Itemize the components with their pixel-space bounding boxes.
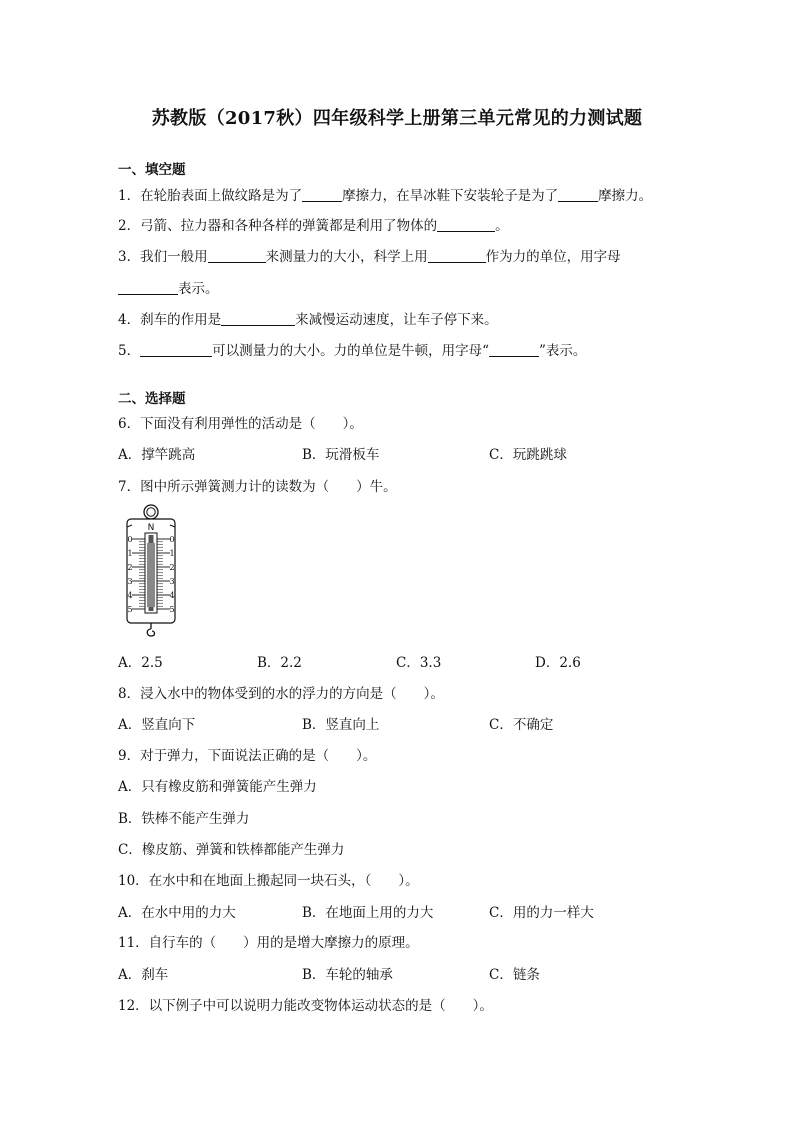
question-text: 在轮胎表面上做纹路是为了	[140, 188, 303, 204]
question-2	[118, 216, 509, 236]
scale-tick-label: 4	[127, 591, 133, 600]
option-c[interactable]: C．用的力一样大	[489, 905, 594, 921]
question-12: 12．以下例子中可以说明力能改变物体运动状态的是（ ）。	[118, 998, 493, 1014]
scale-tick-label: 0	[169, 535, 175, 544]
scale-indicator	[147, 543, 155, 607]
answer-blank[interactable]	[140, 342, 212, 357]
question-number: 1．	[118, 188, 141, 204]
scale-tick-label: 2	[127, 563, 133, 572]
question-text: 刹车的作用是	[140, 312, 222, 328]
question-number: 4．	[118, 312, 141, 328]
answer-blank[interactable]	[489, 342, 539, 357]
option-b[interactable]: B．在地面上用的力大	[302, 905, 434, 921]
scale-tick-label: 3	[169, 577, 175, 586]
answer-blank[interactable]	[118, 280, 178, 295]
option-a[interactable]: A．刹车	[118, 967, 169, 983]
question-text: 。	[495, 218, 509, 234]
option-a[interactable]: A．只有橡皮筋和弹簧能产生弹力	[118, 779, 317, 795]
answer-blank[interactable]	[437, 217, 495, 232]
question-text: 摩擦力。	[598, 188, 653, 204]
answer-blank[interactable]	[428, 248, 486, 263]
question-1	[118, 186, 652, 206]
option-b[interactable]: B．竖直向上	[302, 717, 380, 733]
question-9: 9．对于弹力，下面说法正确的是（ ）。	[118, 748, 377, 764]
question-text: 来测量力的大小，科学上用	[265, 249, 428, 265]
option-c[interactable]: C．玩跳跳球	[489, 447, 567, 463]
question-text: 可以测量力的大小。力的单位是牛顿，用字母“	[212, 343, 489, 359]
scale-tick-label: 1	[169, 549, 175, 558]
question-text: 弓箭、拉力器和各种各样的弹簧都是利用了物体的	[140, 218, 438, 234]
option-a[interactable]: A．撑竿跳高	[118, 447, 196, 463]
question-number: 5．	[118, 343, 141, 359]
question-text: 我们一般用	[140, 249, 208, 265]
page-title: 苏教版（2017秋）四年级科学上册第三单元常见的力测试题	[151, 108, 643, 129]
option-c[interactable]: C．链条	[489, 967, 540, 983]
scale-tick-label: 0	[127, 535, 133, 544]
option-a[interactable]: A．在水中用的力大	[118, 905, 236, 921]
scale-tick-label: 4	[169, 591, 175, 600]
question-text: 作为力的单位，用字母	[485, 249, 621, 265]
question-3	[118, 247, 621, 267]
option-a[interactable]: A．竖直向下	[118, 717, 196, 733]
question-11: 11．自行车的（ ）用的是增大摩擦力的原理。	[118, 935, 419, 951]
option-b[interactable]: B．玩滑板车	[302, 447, 380, 463]
question-number: 2．	[118, 218, 141, 234]
option-b[interactable]: B．2.2	[257, 655, 302, 671]
option-d[interactable]: D．2.6	[535, 655, 581, 671]
question-text: 来减慢运动速度，让车子停下来。	[295, 312, 498, 328]
section-heading-fill-blank: 一、填空题	[118, 162, 186, 178]
question-4	[118, 310, 498, 330]
scale-ring-icon	[144, 505, 158, 519]
option-b[interactable]: B．车轮的轴承	[302, 967, 393, 983]
scale-hook-icon	[147, 629, 154, 636]
question-text: 表示。	[178, 281, 219, 297]
option-c[interactable]: C．不确定	[489, 717, 554, 733]
question-8: 8．浸入水中的物体受到的水的浮力的方向是（ ）。	[118, 686, 444, 702]
option-c[interactable]: C．3.3	[396, 655, 442, 671]
question-3-continued	[118, 279, 219, 299]
scale-tick-label: 5	[169, 605, 175, 614]
scale-tick-label: 1	[127, 549, 133, 558]
answer-blank[interactable]	[221, 311, 295, 326]
option-b[interactable]: B．铁棒不能产生弹力	[118, 811, 250, 827]
answer-blank[interactable]	[558, 187, 598, 202]
question-text: 摩擦力，在旱冰鞋下安装轮子是为了	[342, 188, 559, 204]
answer-blank[interactable]	[208, 248, 266, 263]
option-c[interactable]: C．橡皮筋、弹簧和铁棒都能产生弹力	[118, 842, 345, 858]
question-text: ”表示。	[539, 343, 587, 359]
question-6: 6．下面没有利用弹性的活动是（ ）。	[118, 416, 363, 432]
question-10: 10．在水中和在地面上搬起同一块石头，（ ）。	[118, 873, 419, 889]
scale-tick-label: 5	[127, 605, 133, 614]
scale-ring-inner	[147, 508, 155, 516]
section-heading-multiple-choice: 二、选择题	[118, 391, 186, 407]
question-number: 3．	[118, 249, 141, 265]
question-7: 7．图中所示弹簧测力计的读数为（ ）牛。	[118, 479, 397, 495]
option-a[interactable]: A．2.5	[118, 655, 163, 671]
scale-tick-label: 3	[127, 577, 133, 586]
scale-tick-label: 2	[169, 563, 175, 572]
spring-scale-figure	[124, 503, 178, 643]
scale-unit-label: N	[147, 523, 155, 533]
question-5	[118, 341, 586, 361]
answer-blank[interactable]	[302, 187, 342, 202]
